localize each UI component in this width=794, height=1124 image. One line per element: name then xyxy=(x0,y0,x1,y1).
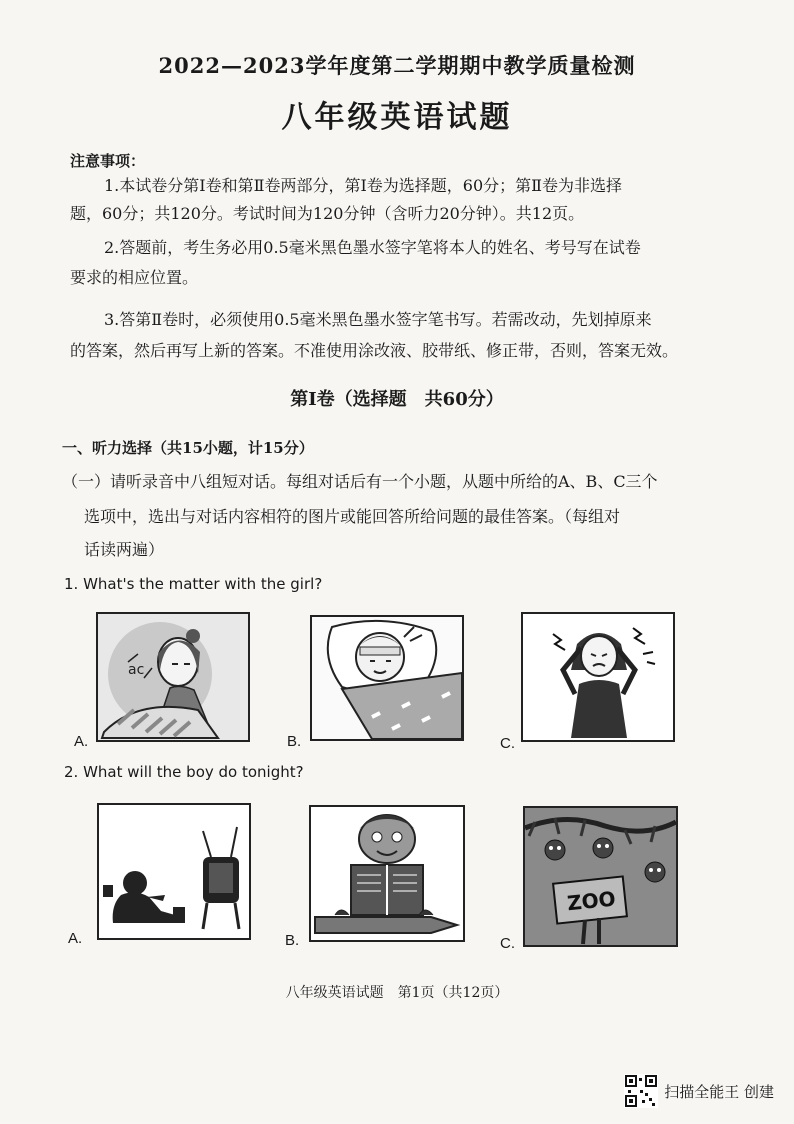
note-2-line2: 要求的相应位置。 xyxy=(70,268,199,287)
question-1: 1. What's the matter with the girl? xyxy=(64,575,323,593)
option-1b-picture[interactable] xyxy=(310,615,464,741)
qr-code-icon xyxy=(624,1074,658,1108)
note-3-line2: 的答案，然后再写上新的答案。不准使用涂改液、胶带纸、修正带，否则，答案无效。 xyxy=(70,341,679,360)
option-2c-picture[interactable] xyxy=(523,806,678,947)
notes-heading: 注意事项： xyxy=(70,152,146,170)
option-2a-label: A. xyxy=(68,930,83,947)
note-1-line1: 1.本试卷分第Ⅰ卷和第Ⅱ卷两部分，第Ⅰ卷为选择题，60分；第Ⅱ卷为非选择 xyxy=(104,176,623,195)
option-1a-label: A. xyxy=(74,733,89,750)
fever-sick-boy-icon xyxy=(312,617,462,739)
zoo-monkeys-icon xyxy=(525,808,676,945)
part-title: 一、听力选择（共15小题，计15分） xyxy=(62,439,314,457)
option-2a-picture[interactable] xyxy=(97,803,251,940)
section-title: 第Ⅰ卷（选择题 共60分） xyxy=(290,389,504,410)
svg-text:ac: ac xyxy=(128,662,145,678)
note-1-line2: 题，60分；共120分。考试时间为120分钟（含听力20分钟）。共12页。 xyxy=(70,204,585,223)
option-1b-label: B. xyxy=(287,733,302,750)
exam-title: 2022—2023学年度第二学期期中教学质量检测 xyxy=(158,53,636,78)
reading-book-icon xyxy=(311,807,463,940)
scanner-label: 扫描全能王 创建 xyxy=(664,1082,774,1101)
page-footer: 八年级英语试题 第1页（共12页） xyxy=(285,985,509,1001)
option-1a-picture[interactable] xyxy=(96,612,250,742)
instruction-line3: 话读两遍） xyxy=(84,540,165,559)
headache-girl-icon xyxy=(523,614,673,740)
note-2-line1: 2.答题前，考生务必用0.5毫米黑色墨水签字笔将本人的姓名、考号写在试卷 xyxy=(104,238,641,257)
option-1c-label: C. xyxy=(500,735,515,752)
subject-title: 八年级英语试题 xyxy=(281,100,513,135)
note-3-line1: 3.答第Ⅱ卷时，必须使用0.5毫米黑色墨水签字笔书写。若需改动，先划掉原来 xyxy=(104,310,652,329)
scanner-watermark xyxy=(624,1074,774,1108)
question-2: 2. What will the boy do tonight? xyxy=(64,763,304,781)
instruction-line1: （一）请听录音中八组短对话。每组对话后有一个小题，从题中所给的A、B、C三个 xyxy=(62,472,658,491)
option-2b-picture[interactable] xyxy=(309,805,465,942)
coughing-girl-icon xyxy=(98,614,248,740)
option-2b-label: B. xyxy=(285,932,300,949)
option-1c-picture[interactable] xyxy=(521,612,675,742)
svg-text:ZOO: ZOO xyxy=(565,886,617,916)
instruction-line2: 选项中，选出与对话内容相符的图片或能回答所给问题的最佳答案。（每组对 xyxy=(84,507,621,526)
watching-tv-icon xyxy=(99,805,249,938)
option-2c-label: C. xyxy=(500,935,515,952)
